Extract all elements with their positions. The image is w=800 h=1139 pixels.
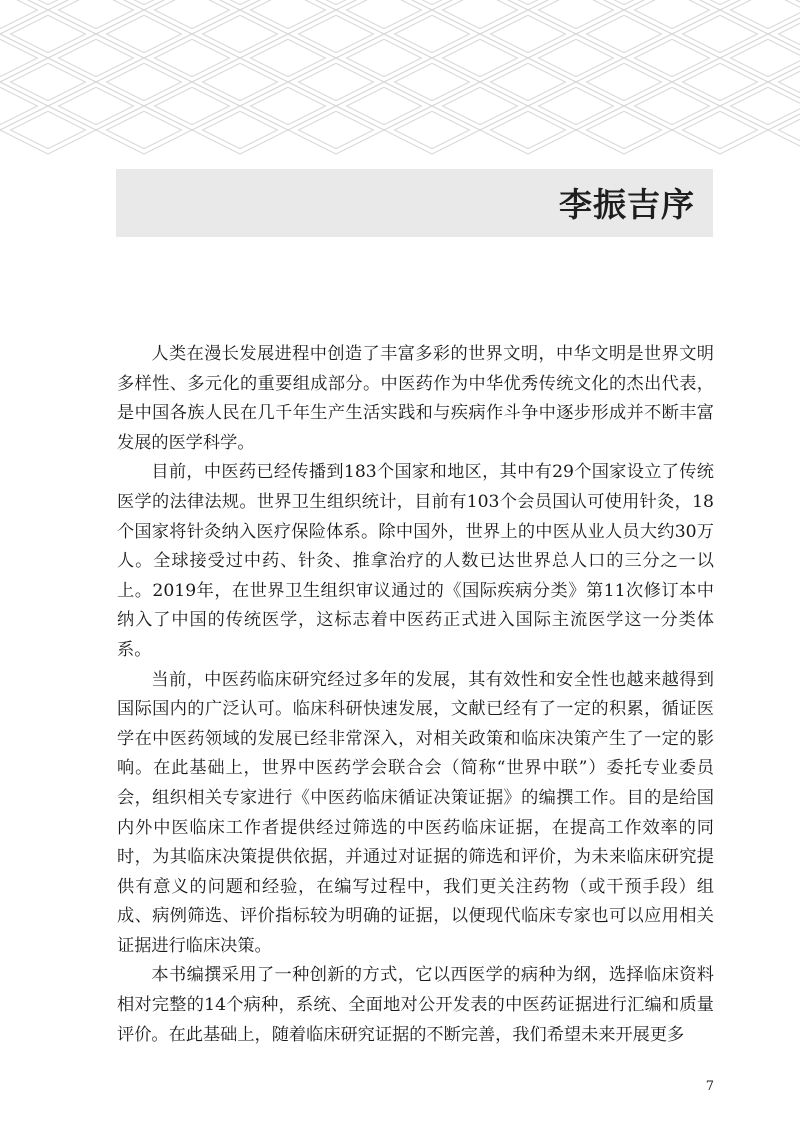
page-number: 7: [705, 1079, 714, 1094]
title-bar: [116, 169, 713, 237]
page-title: 李振吉序: [559, 185, 695, 224]
paragraph: 当前，中医药临床研究经过多年的发展，其有效性和安全性也越来越得到国际国内的广泛认可。临床科研快速发展，文献已经有了一定的积累，循证医学在中医药领域的发展已经非常深入，对相关政策和临床决策产生了一定的影响。在此基础上，世界中医药学会联合会（简称“世界中联”）委托专业委员会，组织相关专家进行《中医药临床循证决策证据》的编撰工作。目的是给国内外中医临床工作者提供经过筛选的中医药临床证据，在提高工作效率的同时，为其临床决策提供依据，并通过对证据的筛选和评价，为未来临床研究提供有意义的问题和经验，在编写过程中，我们更关注药物（或干预手段）组成、病例筛选、评价指标较为明确的证据，以便现代临床专家也可以应用相关证据进行临床决策。: [117, 669, 714, 956]
paragraph: 目前，中医药已经传播到183个国家和地区，其中有29个国家设立了传统医学的法律法规。世界卫生组织统计，目前有103个会员国认可使用针灸，18个国家将针灸纳入医疗保险体系。除中国外，世界上的中医从业人员大约30万人。全球接受过中药、针灸、推拿治疗的人数已达世界总人口的三分之一以上。2019年，在世界卫生组织审议通过的《国际疾病分类》第11次修订本中纳入了中国的传统医学，这标志着中医药正式进入国际主流医学这一分类体系。: [117, 462, 714, 660]
paragraph: 人类在漫长发展进程中创造了丰富多彩的世界文明，中华文明是世界文明多样性、多元化的重要组成部分。中医药作为中华优秀传统文化的杰出代表，是中国各族人民在几千年生产生活实践和与疾病作斗争中逐步形成并不断丰富发展的医学科学。: [117, 344, 714, 453]
paragraph: 本书编撰采用了一种创新的方式，它以西医学的病种为纲，选择临床资料相对完整的14个病种，系统、全面地对公开发表的中医药证据进行汇编和质量评价。在此基础上，随着临床研究证据的不断完善，我们希望未来开展更多: [117, 965, 714, 1045]
body-text: [117, 340, 714, 1050]
